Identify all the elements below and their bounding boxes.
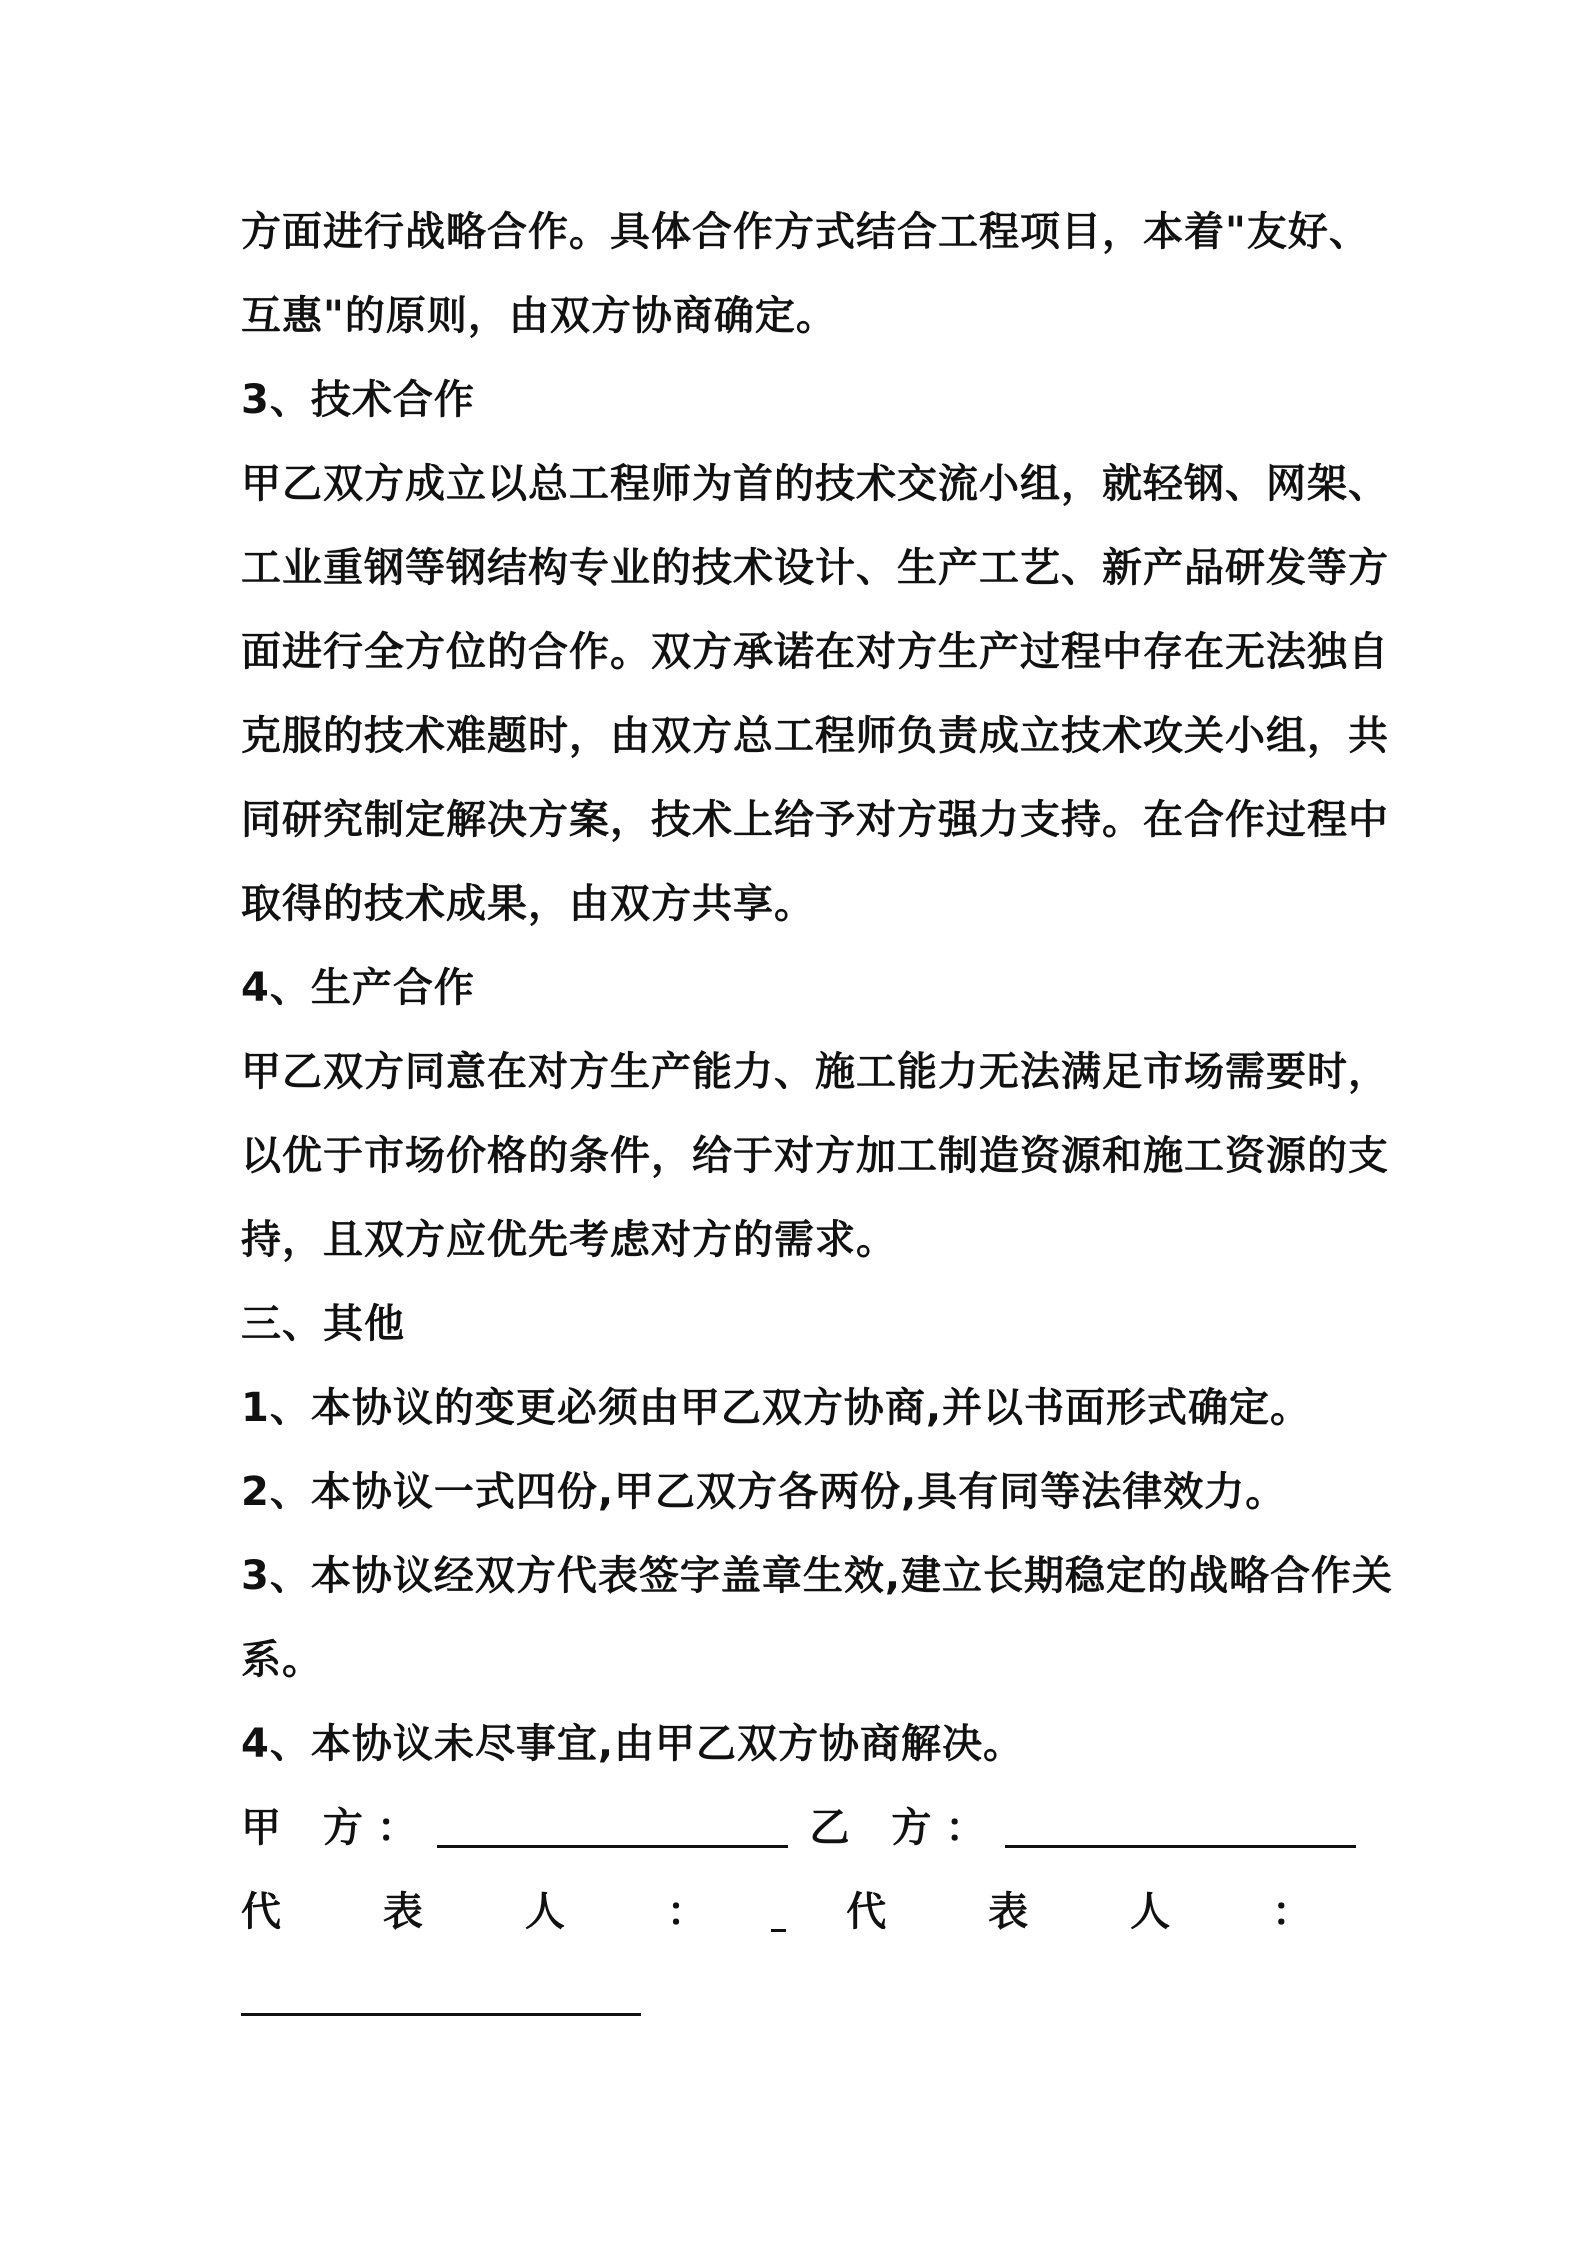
rep-b-blank[interactable] [241,1977,641,2016]
clause-line: 系。 [241,1637,323,1683]
clause-line: 3、本协议经双方代表签字盖章生效,建立长期稳定的战略合作关 [241,1553,1394,1599]
rep-a-label: 代 表 人 ： [241,1889,751,1935]
clause-line: 4、本协议未尽事宜,由甲乙双方协商解决。 [241,1721,1025,1767]
rep-b-label: 代 表 人 ： [846,1889,1356,1935]
party-a-label: 甲 方： [241,1805,431,1851]
paragraph-line: 克服的技术难题时，由双方总工程师负责成立技术攻关小组，共 [241,713,1389,759]
signature-row-rep-b-blank [241,1954,1356,2038]
paragraph-line: 方面进行战略合作。具体合作方式结合工程项目，本着"友好、 [241,209,1370,255]
party-b-label: 乙 方： [809,1805,1000,1851]
section-heading: 3、技术合作 [241,377,475,423]
party-b-blank[interactable] [1005,1809,1356,1848]
clause-line: 2、本协议一式四份,甲乙双方各两份,具有同等法律效力。 [241,1469,1287,1515]
party-a-blank[interactable] [437,1809,788,1848]
paragraph-line: 同研究制定解决方案，技术上给予对方强力支持。在合作过程中 [241,797,1389,843]
section-heading: 三、其他 [241,1301,405,1347]
paragraph-line: 甲乙双方同意在对方生产能力、施工能力无法满足市场需要时， [241,1049,1389,1095]
paragraph-line: 工业重钢等钢结构专业的技术设计、生产工艺、新产品研发等方 [241,545,1389,591]
paragraph-line: 取得的技术成果，由双方共享。 [241,881,815,927]
paragraph-line: 互惠"的原则，由双方协商确定。 [241,293,837,339]
section-heading: 4、生产合作 [241,965,475,1011]
rep-a-blank[interactable] [771,1893,786,1932]
paragraph-line: 持，且双方应优先考虑对方的需求。 [241,1217,897,1263]
signature-row-parties [241,1786,1356,1870]
clause-line: 1、本协议的变更必须由甲乙双方协商,并以书面形式确定。 [241,1385,1312,1431]
paragraph-line: 面进行全方位的合作。双方承诺在对方生产过程中存在无法独自 [241,629,1389,675]
signature-row-representatives [241,1870,1356,1954]
paragraph-line: 以优于市场价格的条件，给于对方加工制造资源和施工资源的支 [241,1133,1389,1179]
paragraph-line: 甲乙双方成立以总工程师为首的技术交流小组，就轻钢、网架、 [241,461,1389,507]
body-text [241,190,1394,2038]
